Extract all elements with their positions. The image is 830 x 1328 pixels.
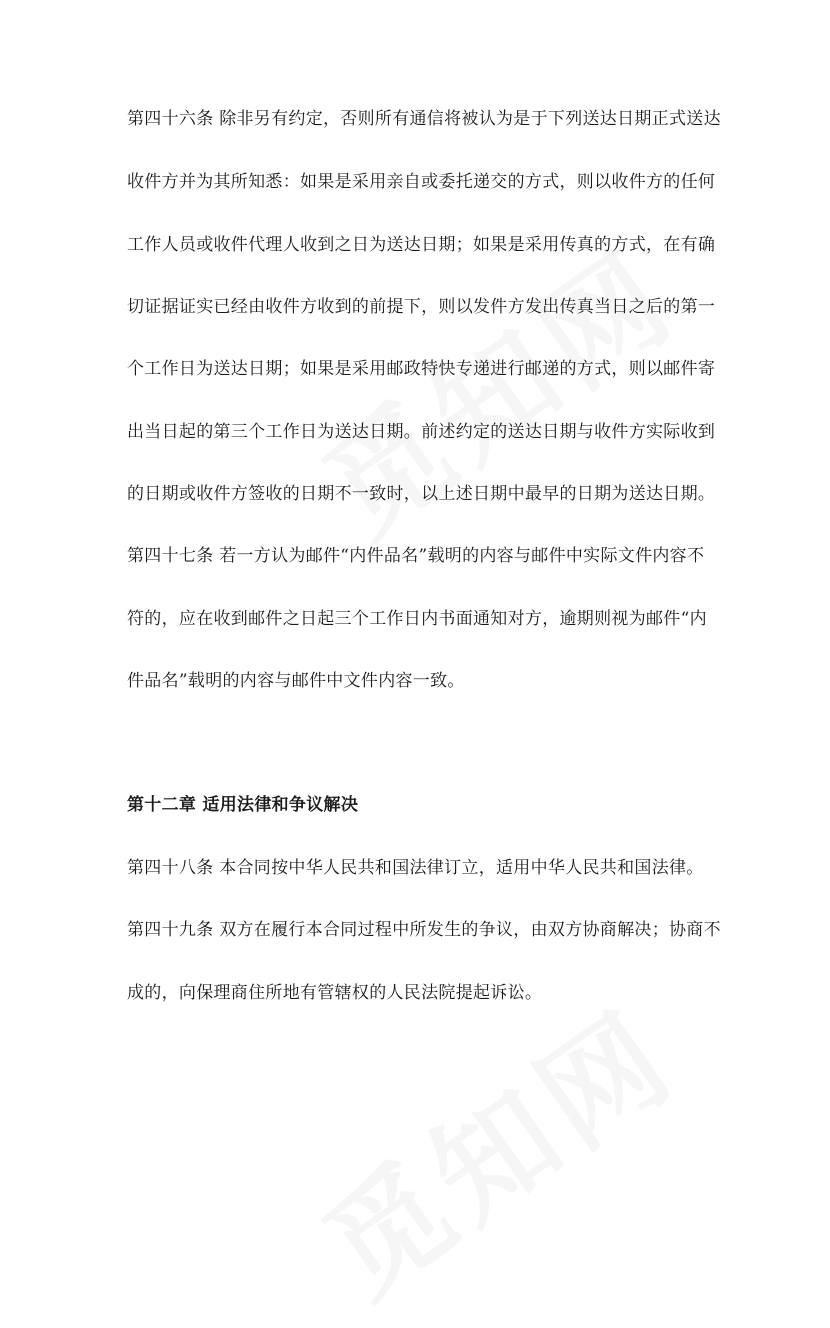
article-46-line: 出当日起的第三个工作日为送达日期。前述约定的送达日期与收件方实际收到 <box>127 422 716 442</box>
article-46-line: 工作人员或收件代理人收到之日为送达日期；如果是采用传真的方式，在有确 <box>127 235 716 255</box>
article-46-line: 收件方并为其所知悉：如果是采用亲自或委托递交的方式，则以收件方的任何 <box>127 172 716 192</box>
article-47-line: 第四十七条 若一方认为邮件“内件品名”载明的内容与邮件中实际文件内容不 <box>127 546 705 566</box>
watermark <box>286 204 704 569</box>
watermark <box>286 964 704 1328</box>
chapter-heading: 第十二章 适用法律和争议解决 <box>127 795 359 815</box>
article-49-line: 成的，向保理商住所地有管辖权的人民法院提起诉讼。 <box>127 983 543 1003</box>
article-48-line: 第四十八条 本合同按中华人民共和国法律订立，适用中华人民共和国法律。 <box>127 858 704 878</box>
article-46-line: 的日期或收件方签收的日期不一致时，以上述日期中最早的日期为送达日期。 <box>127 484 716 504</box>
article-49-line: 第四十九条 双方在履行本合同过程中所发生的争议，由双方协商解决；协商不 <box>127 920 721 940</box>
article-46-line: 切证据证实已经由收件方收到的前提下，则以发件方发出传真当日之后的第一 <box>127 297 716 317</box>
article-46-line: 第四十六条 除非另有约定，否则所有通信将被认为是于下列送达日期正式送达 <box>127 109 721 129</box>
article-47-line: 符的，应在收到邮件之日起三个工作日内书面通知对方，逾期则视为邮件“内 <box>127 609 707 629</box>
article-46-line: 个工作日为送达日期；如果是采用邮政特快专递进行邮递的方式，则以邮件寄 <box>127 359 716 379</box>
article-47-line: 件品名”载明的内容与邮件中文件内容一致。 <box>127 671 465 691</box>
